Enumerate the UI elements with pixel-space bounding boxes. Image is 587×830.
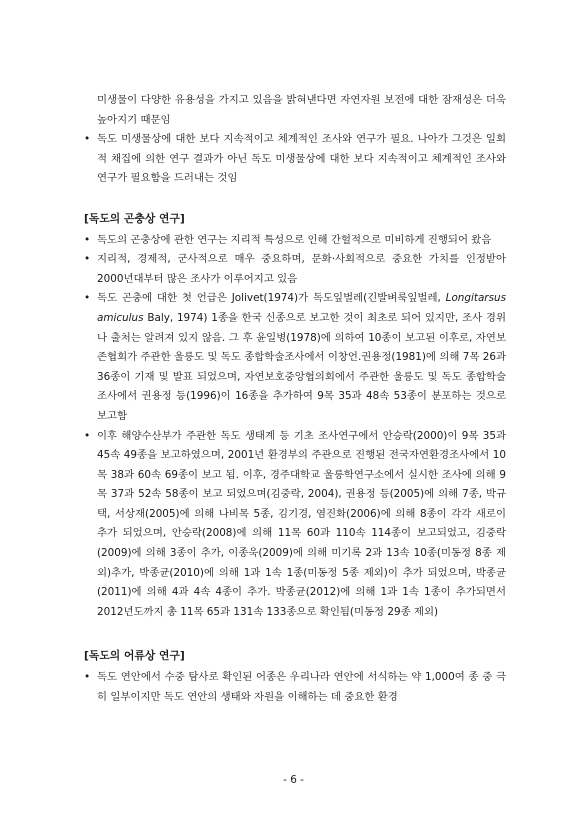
fish-section-heading: [독도의 어류상 연구] xyxy=(84,649,185,663)
intro-bullet xyxy=(84,130,506,189)
bullet-text: 독도 미생물상에 대한 보다 지속적이고 체계적인 조사와 연구가 필요. 나아가 그것은 일회적 채집에 의한 연구 결과가 아닌 독도 미생물상에 대한 보다 지속적이고 체계적인 조사와 연구가 필요함을 드러내는 것임 xyxy=(97,133,506,185)
bullet-marker: • xyxy=(84,233,91,246)
bullet-text-post: Baly, 1974) 1종을 한국 신종으로 보고한 것이 최초로 되어 있지만, 조사 경위나 출처는 알려져 있지 않음. 그 후 윤일병(1978)에 의하여 10종이 보고된 이후로, 자연보존협회가 주관한 울릉도 및 독도 종합학술조사에서 이창언.권용정(1981)에 의해 7목 26과 36종이 기재 및 발표 되었으며, 자연보호중앙협의회에서 주관한 울릉도 및 독도 종합학술조사에서 권용정 등(1996)이 16종을 추가하여 9목 35과 48속 53종이 분포하는 것으로 보고함 xyxy=(97,311,506,422)
intro-continuation: 미생물이 다양한 유용성을 가지고 있음을 밝혀낸다면 자연자원 보전에 대한 잠재성은 더욱 높아지기 때문임 xyxy=(97,94,506,126)
page-number: - 6 - xyxy=(283,774,304,786)
bullet-text: 이후 해양수산부가 주관한 독도 생태계 등 기초 조사연구에서 안승락(2000)이 9목 35과 45속 49종을 보고하였으며, 2001년 환경부의 주관으로 진행된 전국자연환경조사에서 10목 38과 60속 69종이 보고 됨. 이후, 경주대학교 울릉학연구소에서 실시한 조사에 의해 9목 37과 52속 58종이 보고 되었으며(김중락, 2004), 권용정 등(2005)에 의해 7종, 박규택, 서상재(2005)에 의해 나비목 5종, 김기경, 염진화(2006)에 의해 8종이 각각 새로이 추가 되었으며, 안승락(2008)에 의해 11목 60과 110속 114종이 보고되었고, 김중락(2009)에 의해 3종이 추가, 이종욱(2009)에 의해 미기록 2과 13속 10종(미동정 8종 제외)추가, 박종균(2010)에 의해 1과 1속 1종(미동정 5종 제외)이 추가 되었으며, 박종균(2011)에 의해 4과 4속 4종이 추가. 박종균(2012)에 의해 1과 1속 1종이 추가되면서 2012년도까지 총 11목 65과 131속 133종으로 확인됨(미동정 29종 제외) xyxy=(97,429,506,618)
insects-bullet-history xyxy=(84,289,506,426)
bullet-text: 독도의 곤충상에 관한 연구는 지리적 특성으로 인해 간헐적으로 미비하게 진행되어 왔음 xyxy=(97,233,492,246)
bullet-marker: • xyxy=(84,671,91,684)
bullet-marker: • xyxy=(84,253,91,266)
bullet-text-pre: 독도 곤충에 대한 첫 언급은 Jolivet(1974)가 독도잎벌레(긴발벼룩잎벌레, xyxy=(97,292,446,305)
insects-bullet xyxy=(84,231,506,251)
insects-section-heading: [독도의 곤충상 연구] xyxy=(84,211,185,225)
bullet-marker: • xyxy=(84,429,91,442)
bullet-marker: • xyxy=(84,133,91,146)
bullet-marker: • xyxy=(84,292,91,305)
species-name: Longitarsus amiculus xyxy=(97,292,506,324)
bullet-text: 지리적, 경제적, 군사적으로 매우 중요하며, 문화·사회적으로 중요한 가치를 인정받아 2000년대부터 많은 조사가 이루어지고 있음 xyxy=(97,253,506,285)
page-body xyxy=(84,91,506,707)
insects-bullet xyxy=(84,250,506,289)
fish-bullet xyxy=(84,668,506,707)
bullet-text: 독도 연안에서 수중 탐사로 확인된 어종은 우리나라 연안에 서식하는 약 1,000여 종 중 극히 일부이지만 독도 연안의 생태와 자원을 이해하는 데 중요한 환경 xyxy=(97,671,506,703)
insects-bullet-recent xyxy=(84,427,506,623)
